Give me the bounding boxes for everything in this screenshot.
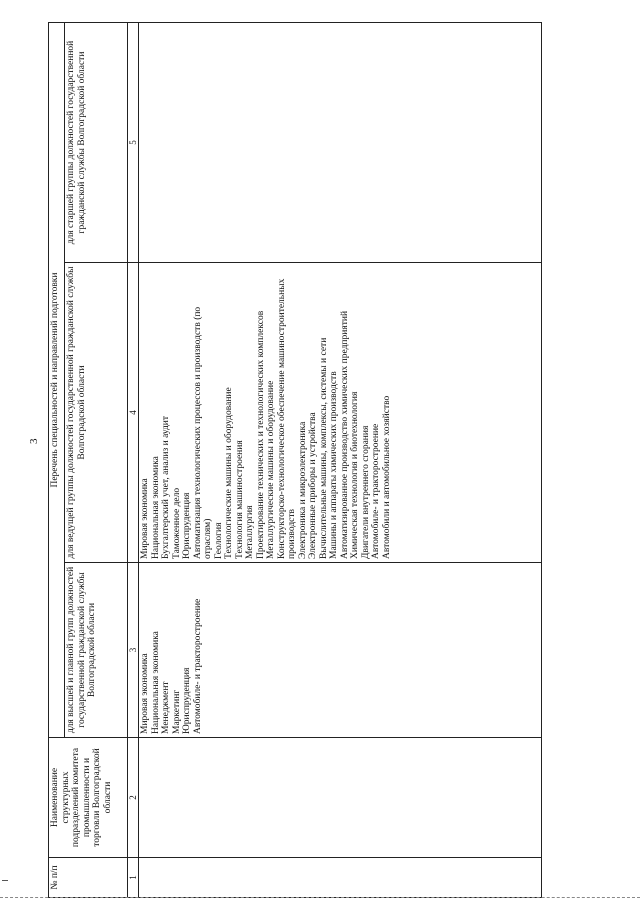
cell-senior-specialties xyxy=(139,23,542,263)
list-item: Проектирование технических и технологических комплексов xyxy=(255,310,266,559)
list-item: Автоматизированное производство химических предприятий xyxy=(339,310,350,559)
header-department: Наименование структурных подразделений комитета промышленности и торговли Волгоградской области xyxy=(49,738,128,858)
header-number: № п/п xyxy=(49,858,128,898)
list-item: Бухгалтерский учет, анализ и аудит xyxy=(161,415,171,559)
col-number-2: 2 xyxy=(128,738,139,858)
list-item: Машины и аппараты химических производств xyxy=(329,371,339,559)
list-item: Юриспруденция xyxy=(182,492,192,559)
list-item: Металлургические машины и оборудование xyxy=(266,380,276,559)
list-item: Электроника и микроэлектроника xyxy=(297,421,308,559)
list-item: Химическая технология и биотехнология xyxy=(350,391,360,559)
list-item: Автомобиле- и тракторостроение xyxy=(371,423,381,559)
list-item: Мировая экономика xyxy=(140,478,150,559)
list-item: Геология xyxy=(213,522,224,559)
col-number-3: 3 xyxy=(128,563,139,738)
list-item: Юриспруденция xyxy=(182,667,192,734)
list-item: Автомобили и автомобильное хозяйство xyxy=(381,395,392,559)
list-item: Технологические машины и оборудование xyxy=(224,387,234,559)
list-item: Автоматизация технологических процессов и производств (по отраслям) xyxy=(192,306,213,559)
cell-department xyxy=(139,738,542,858)
list-item: Металлургия xyxy=(245,505,255,559)
list-item: Двигатели внутреннего сгорания xyxy=(360,425,371,559)
page-number: 3 xyxy=(28,438,40,444)
list-item: Автомобиле- и тракторостроение xyxy=(192,598,203,734)
cell-leading-specialties xyxy=(139,263,542,563)
scan-edge xyxy=(0,897,640,900)
col-number-4: 4 xyxy=(128,263,139,563)
rotated-page xyxy=(48,23,558,898)
header-specialties-group: Перечень специальностей и направлений подготовки xyxy=(49,23,65,738)
list-item: Конструкторско-технологическое обеспечение машиностроительных производств xyxy=(276,278,297,559)
header-senior-group: для старшей группы должностей государственной гражданской службы Волгоградской области xyxy=(65,23,128,263)
list-item: Национальная экономика xyxy=(150,456,161,559)
list-item: Национальная экономика xyxy=(150,631,161,734)
scan-mark xyxy=(2,880,8,881)
list-item: Электронные приборы и устройства xyxy=(308,412,318,559)
list-item: Маркетинг xyxy=(171,689,182,734)
header-leading-group: для ведущей группы должностей государственной гражданской службы Волгоградской области xyxy=(65,263,128,563)
list-item: Менеджмент xyxy=(161,681,171,734)
col-number-5: 5 xyxy=(128,23,139,263)
list-item: Технология машиностроения xyxy=(234,440,245,559)
list-item: Мировая экономика xyxy=(140,653,150,734)
cell-number xyxy=(139,858,542,898)
list-item: Таможенное дело xyxy=(171,487,182,559)
cell-highest-specialties xyxy=(139,563,542,738)
list-item: Вычислительные машины, комплексы, системы и сети xyxy=(318,337,329,559)
col-number-1: 1 xyxy=(128,858,139,898)
header-highest-group: для высшей и главной групп должностей государственной гражданской службы Волгоградской области xyxy=(65,563,128,738)
specialties-table xyxy=(48,22,542,898)
